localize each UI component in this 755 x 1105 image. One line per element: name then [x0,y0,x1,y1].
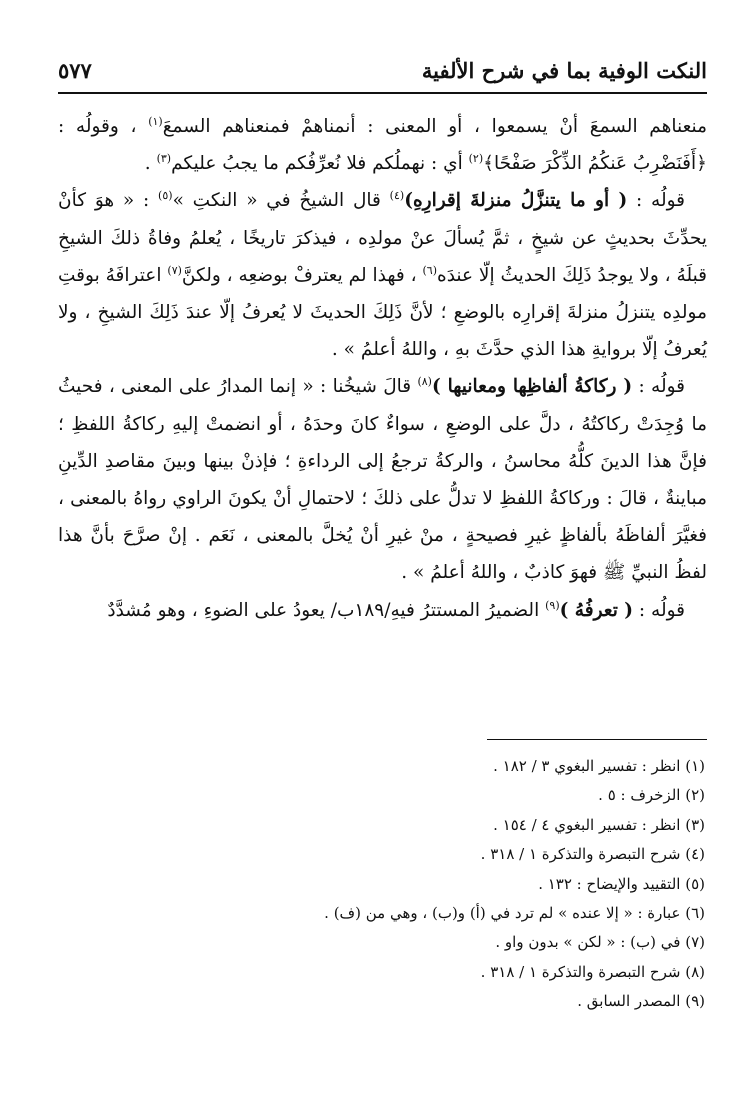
footnote: (٩) المصدر السابق . [577,992,705,1011]
text-run: قولُه : [627,190,685,212]
text-run: ، فهذا لم يعترفْ بوضعِه ، ولكنَّ [181,264,423,286]
footnote: (٥) التقييد والإيضاح : ١٣٢ . [538,874,705,893]
text-run: قال الشيخُ في « النكتِ » [172,190,390,212]
text-run: ، وقولُه : ﴿أَفَنَضْرِبُ عَنكُمُ الذِّكْرَ صَفْحًا﴾ [58,116,707,175]
text-run: قالَ شيخُنا : « إنما المدارُ على المعنى ، فحيثُ ما وُجِدَتْ ركاكتُهُ ، دلَّ على الوضعِ ، سواءٌ كانَ وحدَهُ ، أو انضمتْ إليهِ ركاكةُ اللفظِ ؛ فإنَّ هذا الدينَ كلُّهُ محاسنُ ، والركةُ ترجعُ إلى الرداءةِ ؛ فإذنْ بينها وبينَ مقاصدِ الدِّينِ مباينةٌ ، قالَ : وركاكةُ اللفظِ لا تدلُّ على ذلكَ ؛ لاحتمالِ أنْ يكونَ الراوي رواهُ بالمعنى ، فغيَّرَ ألفاظَهُ بألفاظٍ غيرِ فصيحةٍ ، منْ غيرِ أنْ يُخلَّ بالمعنى ، نَعَم . إنْ صرَّحَ بأنَّ هذا لفظُ النبيِّ ﷺ فهوَ كاذبٌ ، واللهُ أعلمُ » . [58,376,707,584]
quoted-heading: ( أو ما يتنزَّلُ منزلةَ إقرارِهِ) [404,190,628,212]
footnote-marker: (٣) [156,152,172,166]
paragraph [58,368,707,591]
quoted-heading: ( ركاكةُ ألفاظِها ومعانيها ) [431,376,633,398]
text-run: . [144,153,157,175]
footnote-marker: (٥) [158,189,173,203]
footnote: (٧) في (ب) : « لكن » بدون واو . [495,933,705,952]
quoted-heading: ( تعرفُهُ ) [559,599,634,621]
footnote: (٨) شرح التبصرة والتذكرة ١ / ٣١٨ . [480,962,705,981]
footnote: (٣) انظر : تفسير البغوي ٤ / ١٥٤ . [493,815,705,834]
footnote: (٤) شرح التبصرة والتذكرة ١ / ٣١٨ . [480,845,705,864]
footnotes [58,752,707,1017]
page-number: ٥٧٧ [58,58,92,83]
text-run: منعناهم السمعَ أنْ يسمعوا ، أو المعنى : أنمناهمْ فمنعناهم السمعَ [162,116,707,137]
footnote-marker: (٨) [417,375,432,389]
footnote: (٢) الزخرف : ٥ . [598,786,705,805]
paragraph [58,108,707,182]
footnote-marker: (٤) [389,189,405,203]
text-run: قولُه : [633,599,685,621]
footnote-marker: (٦) [422,263,437,277]
text-run: أي : نهملُكم فلا نُعرِّفُكم ما يجبُ عليكم [171,153,469,175]
footnote-separator [487,739,707,740]
footnote-marker: (٩) [545,598,560,612]
paragraph [58,182,707,368]
main-text [58,108,707,629]
footnote-marker: (٢) [468,152,484,166]
running-title: النكت الوفية بما في شرح الألفية [421,58,707,83]
footnote: (٦) عبارة : « إلا عنده » لم ترد في (أ) و(ب) ، وهي من (ف) . [324,904,705,923]
text-run: الضميرُ المستترُ فيهِ/١٨٩ب/ يعودُ على الضوءِ ، وهو مُشدَّدٌ [107,599,546,621]
paragraph [58,592,707,629]
text-run: : « هوَ كأنْ يحدِّثَ بحديثٍ عن شيخٍ ، ثمَّ يُسألَ عنْ مولدِه ، فيذكرَ تاريخًا ، يُعلمُ وفاةُ ذلكَ الشيخِ قبلَهُ ، ولا يوجدُ ذَلِكَ الحديثُ إلّا عندَه [58,190,707,286]
text-run: اعترافَهُ بوقتِ مولدِه يتنزلُ منزلةَ إقرارِه بالوضعِ ؛ لأنَّ ذَلِكَ الحديثَ لا يُعرفُ إلّا عندَ ذَلِكَ الشيخِ ، ولا يُعرفُ إلّا بروايةِ هذا الذي حدَّثَ بهِ ، واللهُ أعلمُ » . [58,264,707,361]
footnote: (١) انظر : تفسير البغوي ٣ / ١٨٢ . [493,757,705,775]
text-run: قولُه : [632,376,686,398]
footnote-marker: (٧) [167,263,182,277]
page-header [58,52,707,94]
footnote-marker: (١) [148,114,163,128]
